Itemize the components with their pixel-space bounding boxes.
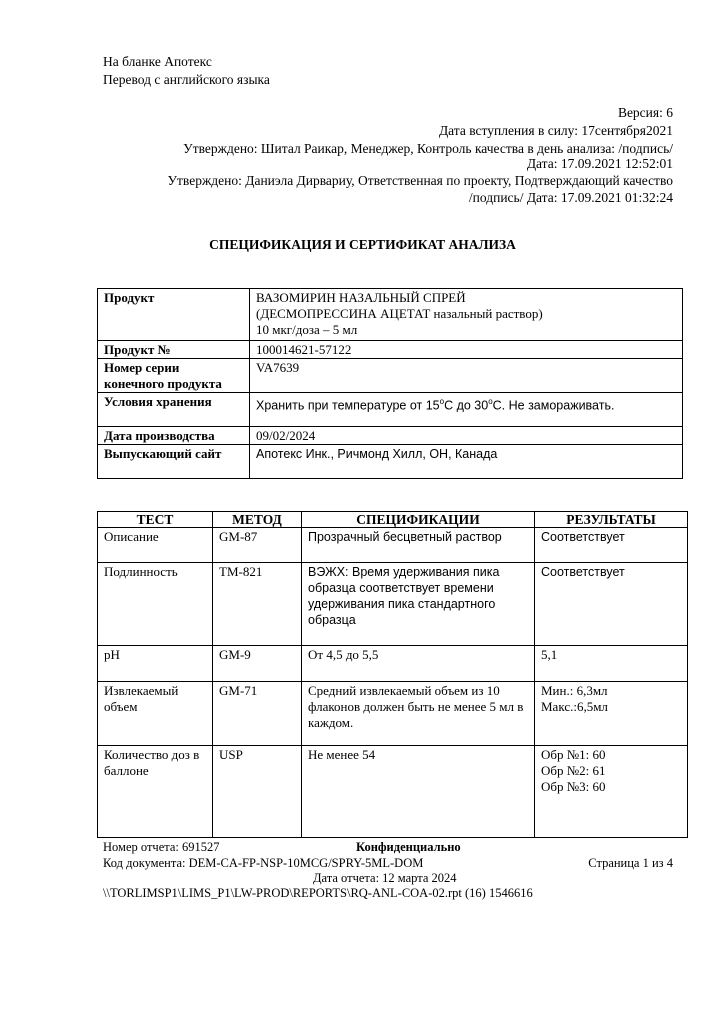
info-row-batch xyxy=(98,359,683,393)
batch-value: VA7639 xyxy=(250,359,683,393)
test-result-line: 5,1 xyxy=(541,647,558,662)
test-result-line: Макс.:6,5мл xyxy=(541,699,608,714)
test-name: Количество доз в баллоне xyxy=(98,746,213,838)
test-result-line: Соответствует xyxy=(541,530,625,544)
test-result xyxy=(535,746,688,838)
test-spec xyxy=(302,563,535,646)
test-result xyxy=(535,646,688,682)
test-name: Описание xyxy=(98,528,213,563)
product-label: Продукт xyxy=(98,289,250,341)
test-spec-text: Прозрачный бесцветный раствор xyxy=(308,530,502,544)
release-site-label: Выпускающий сайт xyxy=(98,445,250,479)
document-code: Код документа: DEM-CA-FP-NSP-10MCG/SPRY-5ML-DOM xyxy=(103,856,424,870)
product-no-value: 100014621-57122 xyxy=(250,341,683,359)
header-result: РЕЗУЛЬТАТЫ xyxy=(535,512,688,528)
test-spec-text: ВЭЖХ: Время удерживания пика образца соответствует времени удерживания пика стандартного образца xyxy=(308,565,500,627)
test-result xyxy=(535,563,688,646)
info-row-release-site xyxy=(98,445,683,479)
confidential-label: Конфиденциально xyxy=(356,840,461,854)
approval-2-date: /подпись/ Дата: 17.09.2021 01:32:24 xyxy=(468,190,673,205)
tests-header-row xyxy=(98,512,688,528)
test-row xyxy=(98,746,688,838)
test-row xyxy=(98,646,688,682)
approval-2: Утверждено: Даниэла Дирвариу, Ответственная по проекту, Подтверждающий качество xyxy=(167,173,673,188)
storage-value xyxy=(250,393,683,427)
test-method: GM-87 xyxy=(213,528,302,563)
approval-1-date: Дата: 17.09.2021 12:52:01 xyxy=(526,156,673,171)
test-name: Подлинность xyxy=(98,563,213,646)
release-site-value xyxy=(250,445,683,479)
test-row xyxy=(98,528,688,563)
effective-date: Дата вступления в силу: 17сентября2021 xyxy=(438,123,673,138)
degree-2: o xyxy=(488,397,493,406)
test-result-line: Мин.: 6,3мл xyxy=(541,683,608,698)
header-test: ТЕСТ xyxy=(98,512,213,528)
product-no-label: Продукт № xyxy=(98,341,250,359)
batch-label-line-1: Номер серии xyxy=(104,360,180,375)
release-site-text: Апотекс Инк., Ричмонд Хилл, ОН, Канада xyxy=(256,447,498,461)
test-spec xyxy=(302,528,535,563)
test-spec: От 4,5 до 5,5 xyxy=(302,646,535,682)
product-info-table xyxy=(97,288,683,479)
test-spec xyxy=(302,682,535,746)
test-result xyxy=(535,528,688,563)
test-results-table xyxy=(97,511,688,838)
info-row-storage xyxy=(98,393,683,427)
test-method: GM-71 xyxy=(213,682,302,746)
batch-label-line-2: конечного продукта xyxy=(104,376,222,391)
test-result xyxy=(535,682,688,746)
test-method: USP xyxy=(213,746,302,838)
test-result-line: Обр №3: 60 xyxy=(541,779,606,794)
test-name: Извлекаемый объем xyxy=(98,682,213,746)
test-spec: Не менее 54 xyxy=(302,746,535,838)
document-title: СПЕЦИФИКАЦИЯ И СЕРТИФИКАТ АНАЛИЗА xyxy=(209,237,516,252)
test-result-line: Обр №2: 61 xyxy=(541,763,606,778)
product-value xyxy=(250,289,683,341)
test-result-line: Соответствует xyxy=(541,565,625,579)
test-method: TM-821 xyxy=(213,563,302,646)
product-substance: (ДЕСМОПРЕССИНА АЦЕТАТ назальный раствор) xyxy=(256,306,543,321)
info-row-product-no xyxy=(98,341,683,359)
info-row-product xyxy=(98,289,683,341)
degree-1: o xyxy=(439,397,445,406)
letterhead-line-1: На бланке Апотекс xyxy=(103,54,212,69)
test-method: GM-9 xyxy=(213,646,302,682)
mfg-date-label: Дата производства xyxy=(98,427,250,445)
test-name: pH xyxy=(98,646,213,682)
storage-part-a: Хранить при температуре от 15 xyxy=(256,398,440,413)
batch-label xyxy=(98,359,250,393)
storage-part-b: С до 30 xyxy=(444,398,489,413)
mfg-date-value: 09/02/2024 xyxy=(250,427,683,445)
test-row xyxy=(98,563,688,646)
header-method: МЕТОД xyxy=(213,512,302,528)
version: Версия: 6 xyxy=(617,105,673,120)
report-path: \\TORLIMSP1\LIMS_P1\LW-PROD\REPORTS\RQ-ANL-COA-02.rpt (16) 1546616 xyxy=(103,886,533,900)
report-date: Дата отчета: 12 марта 2024 xyxy=(313,871,457,885)
product-dose: 10 мкг/доза – 5 мл xyxy=(256,322,358,337)
test-row xyxy=(98,682,688,746)
product-name: ВАЗОМИРИН НАЗАЛЬНЫЙ СПРЕЙ xyxy=(256,290,466,305)
approval-1: Утверждено: Шитал Раикар, Менеджер, Контроль качества в день анализа: /подпись/ xyxy=(183,141,673,156)
letterhead-line-2: Перевод с английского языка xyxy=(103,72,270,87)
storage-part-c: С. Не замораживать. xyxy=(492,398,615,413)
report-number: Номер отчета: 691527 xyxy=(103,840,220,854)
test-spec-text: Средний извлекаемый объем из 10 флаконов должен быть не менее 5 мл в каждом. xyxy=(308,683,524,730)
info-row-mfg-date xyxy=(98,427,683,445)
header-spec: СПЕЦИФИКАЦИИ xyxy=(302,512,535,528)
test-result-line: Обр №1: 60 xyxy=(541,747,606,762)
storage-label: Условия хранения xyxy=(98,393,250,427)
page-number: Страница 1 из 4 xyxy=(588,856,673,870)
